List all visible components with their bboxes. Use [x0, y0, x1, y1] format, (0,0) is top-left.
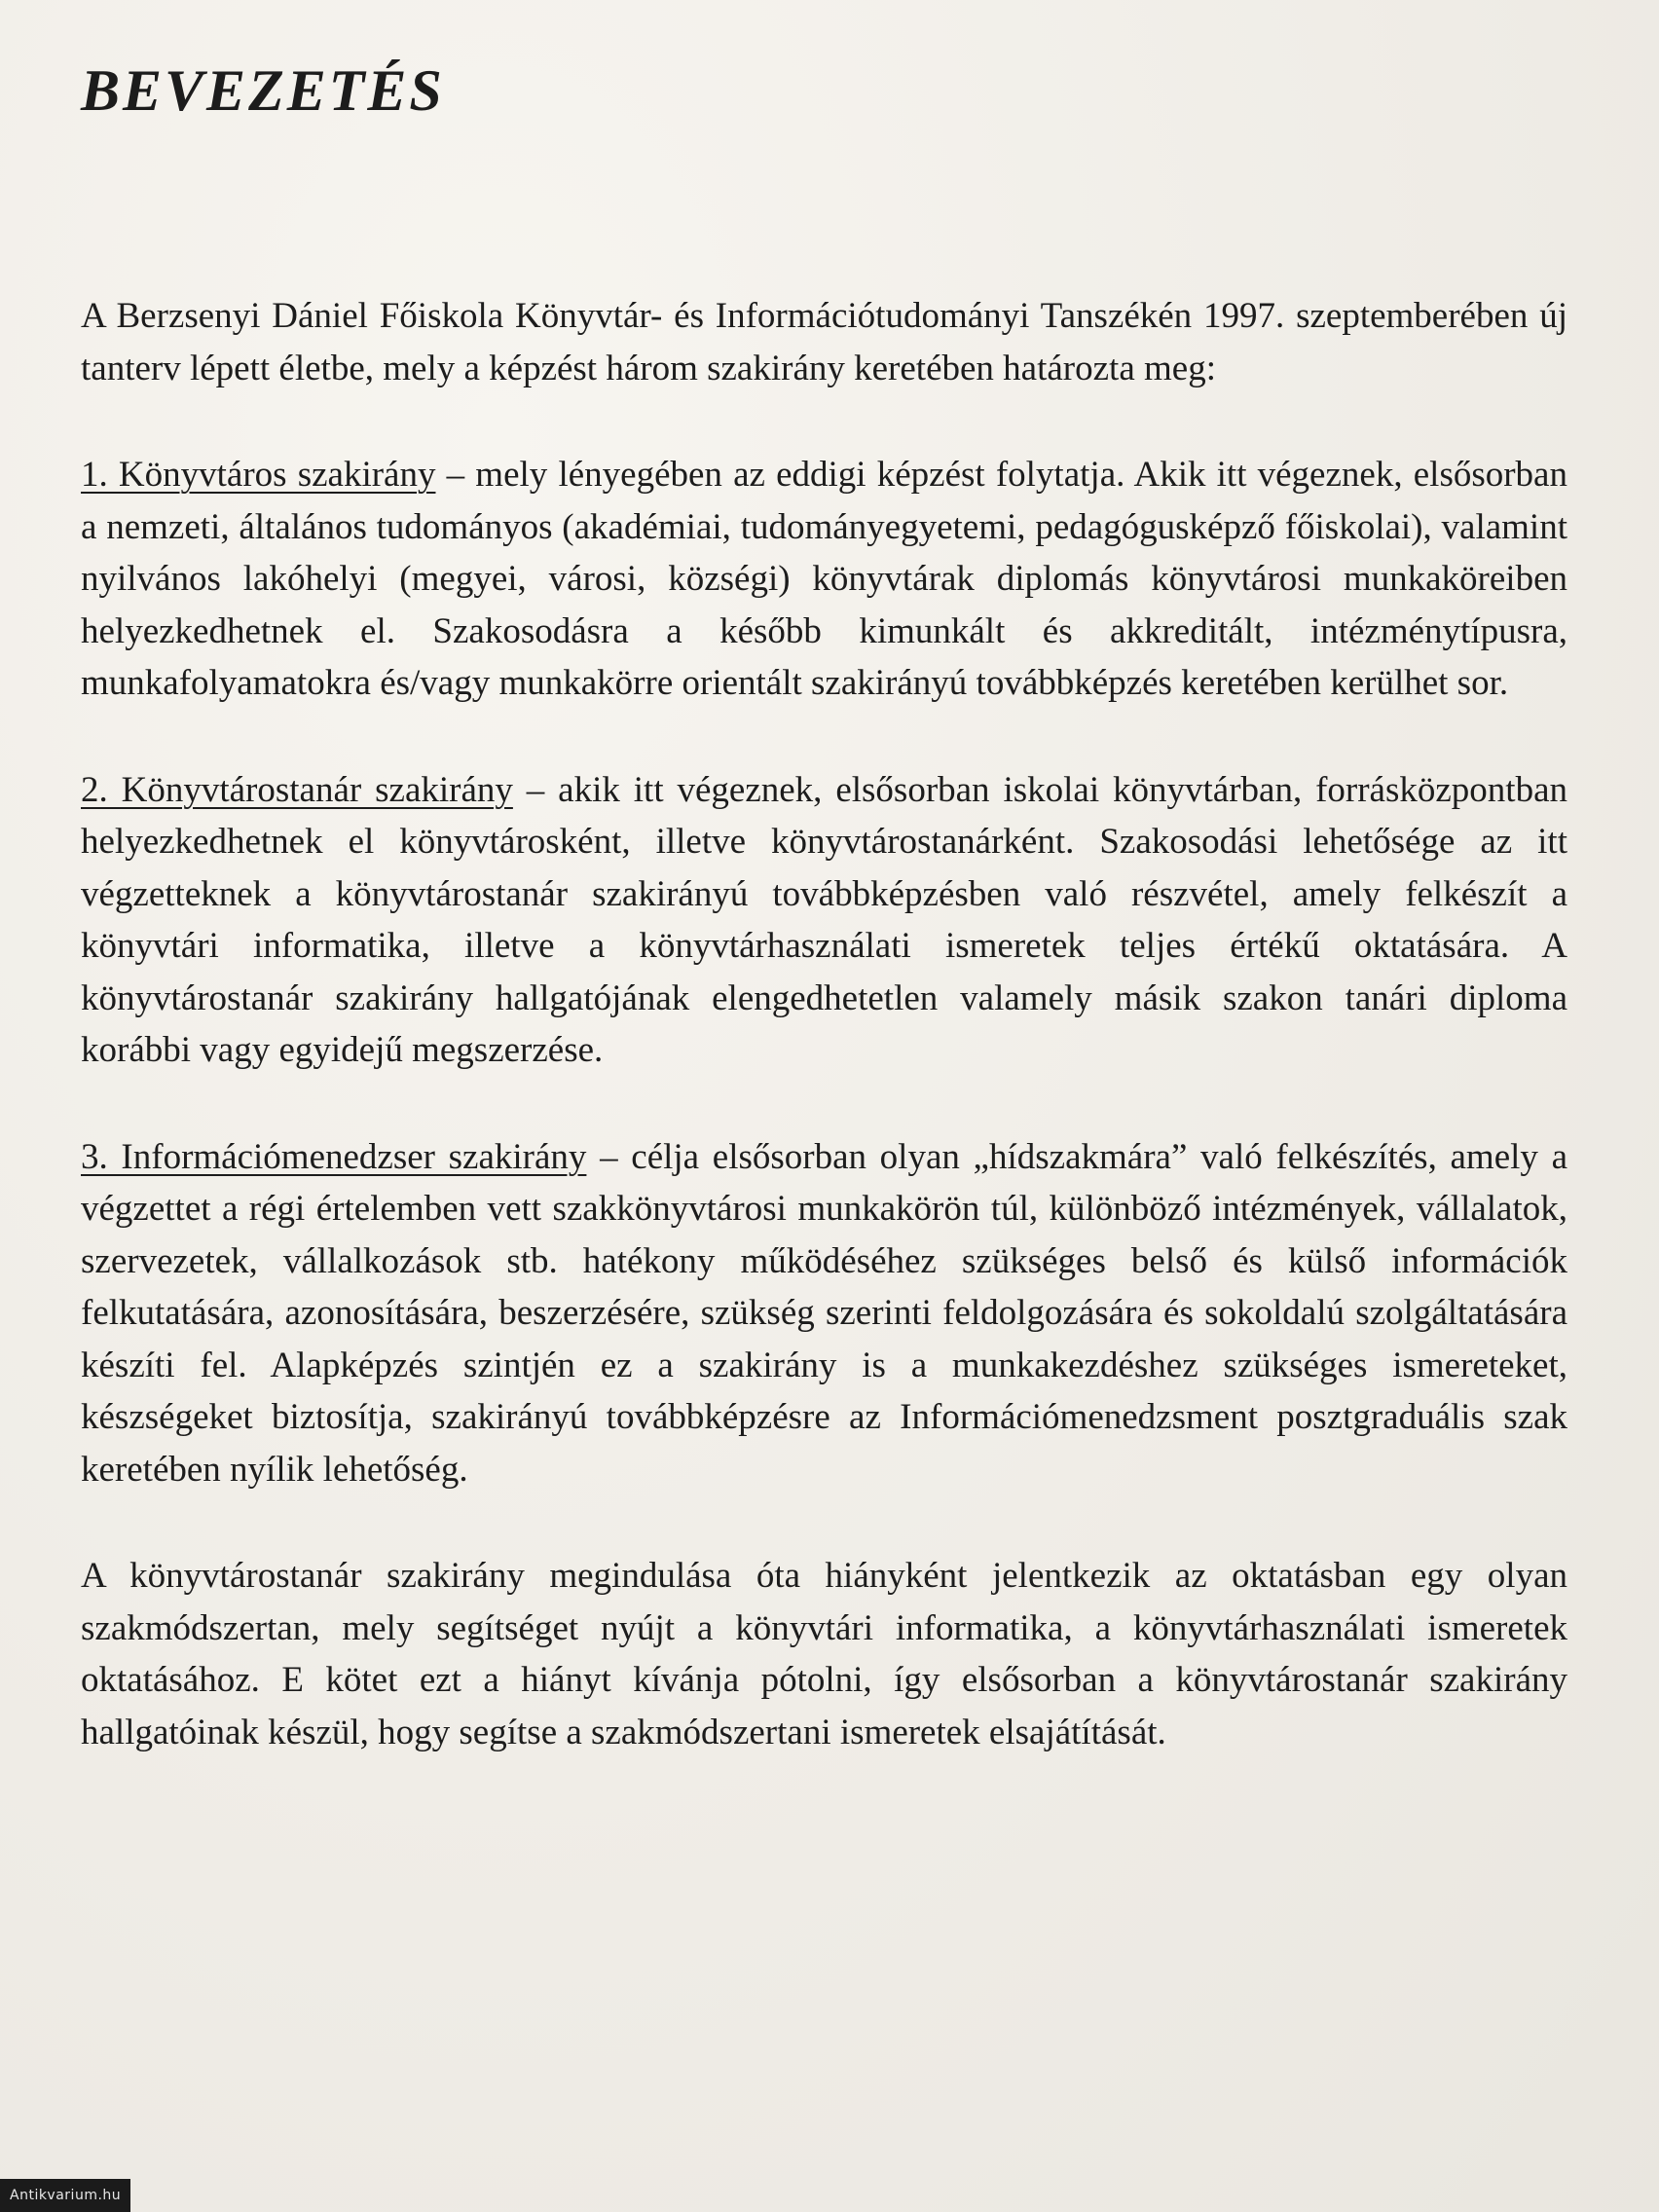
intro-paragraph: A Berzsenyi Dániel Főiskola Könyvtár- és Információtudományi Tanszékén 1997. szeptemberében új tanterv lépett életbe, mely a képzést három szakirány keretében határozta meg: — [81, 296, 1567, 388]
closing-paragraph: A könyvtárostanár szakirány megindulása óta hiányként jelentkezik az oktatásban egy olyan szakmódszertan, mely segítséget nyújt a könyvtári informatika, a könyvtárhasználati ismeretek oktatásához. E kötet ezt a hiányt kívánja pótolni, így elsősorban a könyvtárostanár szakirány hallgatóinak készül, hogy segítse a szakmódszertani ismeretek elsajátítását. — [81, 1556, 1567, 1752]
watermark-label: Antikvarium.hu — [0, 2179, 130, 2212]
section-paragraph-2 — [81, 764, 1567, 1077]
section-text-3: – célja elsősorban olyan „hídszakmára” való felkészítés, amely a végzettet a régi értelemben vett szakkönyvtárosi munkakörön túl, különböző intézmények, vállalatok, szervezetek, vállalkozások stb. hatékony működéséhez szükséges belső és külső információk felkutatására, azonosítására, beszerzésére, szükség szerinti feldolgozására és sokoldalú szolgáltatására készíti fel. Alapképzés szintjén ez a szakirány is a munkakezdéshez szükséges ismereteket, készségeket biztosítja, szakirányú továbbképzésre az Információmenedzsment posztgraduális szak keretében nyílik lehetőség. — [81, 1136, 1567, 1490]
section-heading-1: 1. Könyvtáros szakirány — [81, 455, 436, 495]
section-text-1: – mely lényegében az eddigi képzést folytatja. Akik itt végeznek, elsősorban a nemzeti, általános tudományos (akadémiai, tudományegyetemi, pedagógusképző főiskolai), valamint nyilvános lakóhelyi (megyei, városi, községi) könyvtárak diplomás könyvtárosi munkaköreiben helyezkedhetnek el. Szakosodásra a később kimunkált és akkreditált, intézménytípusra, munkafolyamatokra és/vagy munkakörre orientált szakirányú továbbképzés keretében kerülhet sor. — [81, 455, 1567, 703]
section-heading-3: 3. Információmenedzser szakirány — [81, 1136, 587, 1177]
document-body — [81, 56, 1567, 1758]
section-paragraph-1 — [81, 449, 1567, 710]
page-title: BEVEZETÉS — [81, 58, 445, 123]
section-heading-2: 2. Könyvtárostanár szakirány — [81, 769, 513, 810]
section-text-2: – akik itt végeznek, elsősorban iskolai könyvtárban, forrásközpontban helyezkedhetnek el könyvtárosként, illetve könyvtárostanárként. Szakosodási lehetősége az itt végzetteknek a könyvtárostanár szakirányú továbbképzésben való részvétel, amely felkészít a könyvtári informatika, illetve a könyvtárhasználati ismeretek teljes értékű oktatására. A könyvtárostanár szakirány hallgatójának elengedhetetlen valamely másik szakon tanári diploma korábbi vagy egyidejű megszerzése. — [81, 769, 1567, 1070]
section-paragraph-3 — [81, 1131, 1567, 1496]
